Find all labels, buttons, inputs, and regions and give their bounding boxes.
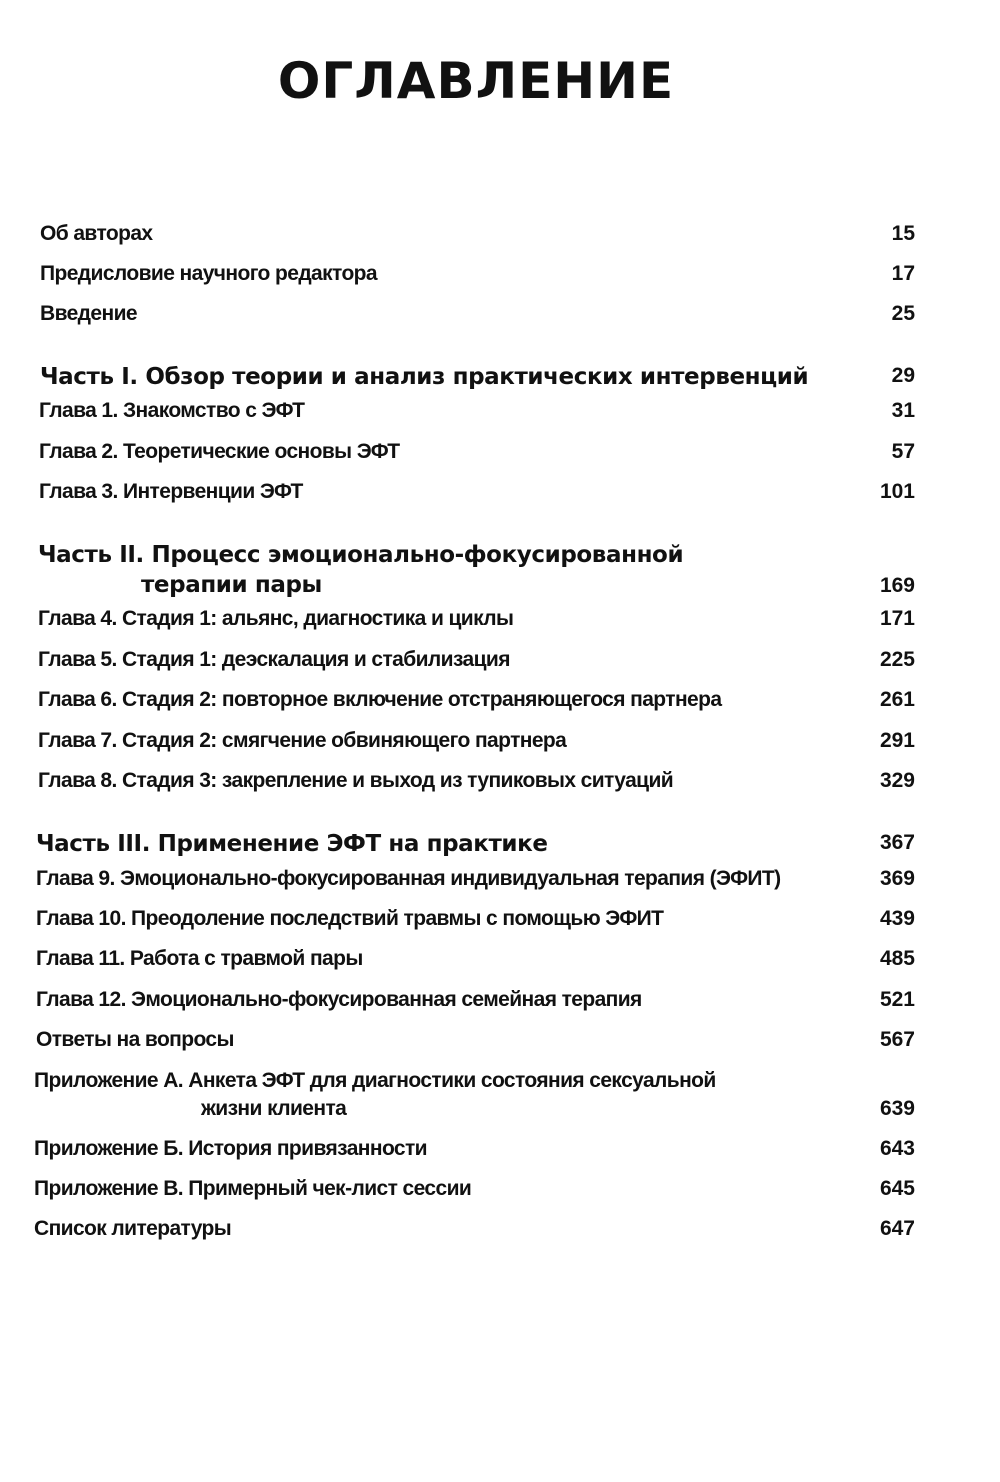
- toc-entry-page: 639: [879, 1097, 915, 1120]
- toc-entry-label: Глава 3. Интервенции ЭФТ: [39, 480, 303, 503]
- toc-entry-label: Глава 9. Эмоционально-фокусированная индивидуальная терапия (ЭФИТ): [36, 867, 781, 890]
- toc-chapter-3[interactable]: [0, 480, 1000, 510]
- toc-part-label-continued: терапии пары: [141, 572, 322, 598]
- toc-entry-page: 643: [879, 1137, 915, 1160]
- toc-entry-page: 567: [879, 1028, 915, 1051]
- toc-entry-label: Глава 5. Стадия 1: деэскалация и стабилизация: [38, 648, 510, 671]
- toc-entry-label: Введение: [40, 302, 137, 325]
- toc-part-label: Часть II. Процесс эмоционально-фокусированной: [38, 542, 684, 568]
- toc-entry-page: 171: [879, 607, 915, 630]
- toc-entry-label: Приложение А. Анкета ЭФТ для диагностики состояния сексуальной: [34, 1069, 716, 1092]
- toc-chapter-4[interactable]: [0, 607, 1000, 637]
- toc-entry-introduction[interactable]: [0, 302, 1000, 332]
- toc-entry-page: 439: [879, 907, 915, 930]
- toc-entry-page: 15: [891, 222, 915, 245]
- toc-part-label: Часть I. Обзор теории и анализ практических интервенций: [40, 364, 809, 390]
- toc-entry-label: Список литературы: [34, 1217, 232, 1240]
- toc-entry-page: 169: [879, 574, 915, 597]
- toc-entry-page: 485: [879, 947, 915, 970]
- toc-entry-page: 225: [879, 648, 915, 671]
- toc-entry-page: 645: [879, 1177, 915, 1200]
- toc-entry-label: Глава 1. Знакомство с ЭФТ: [39, 399, 305, 422]
- toc-entry-preface[interactable]: [0, 262, 1000, 292]
- toc-entry-page: 367: [879, 831, 915, 854]
- toc-chapter-11[interactable]: [0, 947, 1000, 977]
- toc-entry-label: Об авторах: [40, 222, 153, 245]
- toc-entry-page: 29: [891, 364, 915, 387]
- toc-entry-label: Глава 4. Стадия 1: альянс, диагностика и циклы: [38, 607, 514, 630]
- toc-entry-label: Глава 2. Теоретические основы ЭФТ: [39, 440, 400, 463]
- toc-entry-page: 647: [879, 1217, 915, 1240]
- toc-chapter-1[interactable]: [0, 399, 1000, 429]
- toc-entry-label-continued: жизни клиента: [201, 1097, 347, 1120]
- toc-entry-label: Глава 8. Стадия 3: закрепление и выход из тупиковых ситуаций: [38, 769, 674, 792]
- toc-entry-page: 101: [879, 480, 915, 503]
- toc-entry-label: Ответы на вопросы: [36, 1028, 234, 1051]
- toc-entry-label: Глава 10. Преодоление последствий травмы с помощью ЭФИТ: [36, 907, 664, 930]
- toc-appendix-c[interactable]: [0, 1177, 1000, 1207]
- toc-entry-page: 17: [891, 262, 915, 285]
- toc-chapter-12[interactable]: [0, 988, 1000, 1018]
- toc-entry-label: Приложение Б. История привязанности: [34, 1137, 427, 1160]
- toc-chapter-10[interactable]: [0, 907, 1000, 937]
- toc-entry-page: 25: [891, 302, 915, 325]
- toc-entry-page: 369: [879, 867, 915, 890]
- toc-part-2[interactable]: [0, 542, 1000, 602]
- toc-part-3[interactable]: [0, 831, 1000, 861]
- toc-entry-label: Приложение В. Примерный чек-лист сессии: [34, 1177, 472, 1200]
- toc-chapter-9[interactable]: [0, 867, 1000, 897]
- toc-chapter-7[interactable]: [0, 729, 1000, 759]
- toc-entry-page: 261: [879, 688, 915, 711]
- toc-entry-page: 521: [879, 988, 915, 1011]
- toc-entry-page: 57: [891, 440, 915, 463]
- toc-entry-about-authors[interactable]: [0, 222, 1000, 252]
- toc-entry-page: 291: [879, 729, 915, 752]
- toc-entry-label: Глава 12. Эмоционально-фокусированная семейная терапия: [36, 988, 642, 1011]
- toc-entry-label: Глава 7. Стадия 2: смягчение обвиняющего партнера: [38, 729, 567, 752]
- toc-part-1[interactable]: [0, 364, 1000, 394]
- toc-entry-answers[interactable]: [0, 1028, 1000, 1058]
- toc-chapter-2[interactable]: [0, 440, 1000, 470]
- toc-appendix-a[interactable]: [0, 1069, 1000, 1129]
- toc-entry-page: 31: [891, 399, 915, 422]
- toc-chapter-6[interactable]: [0, 688, 1000, 718]
- toc-entry-bibliography[interactable]: [0, 1217, 1000, 1247]
- toc-entry-page: 329: [879, 769, 915, 792]
- toc-entry-label: Глава 11. Работа с травмой пары: [36, 947, 363, 970]
- toc-entry-label: Глава 6. Стадия 2: повторное включение отстраняющегося партнера: [38, 688, 722, 711]
- toc-part-label: Часть III. Применение ЭФТ на практике: [36, 831, 548, 857]
- toc-chapter-5[interactable]: [0, 648, 1000, 678]
- toc-chapter-8[interactable]: [0, 769, 1000, 799]
- page-title: ОГЛАВЛЕНИЕ: [277, 52, 675, 110]
- toc-appendix-b[interactable]: [0, 1137, 1000, 1167]
- toc-entry-label: Предисловие научного редактора: [40, 262, 377, 285]
